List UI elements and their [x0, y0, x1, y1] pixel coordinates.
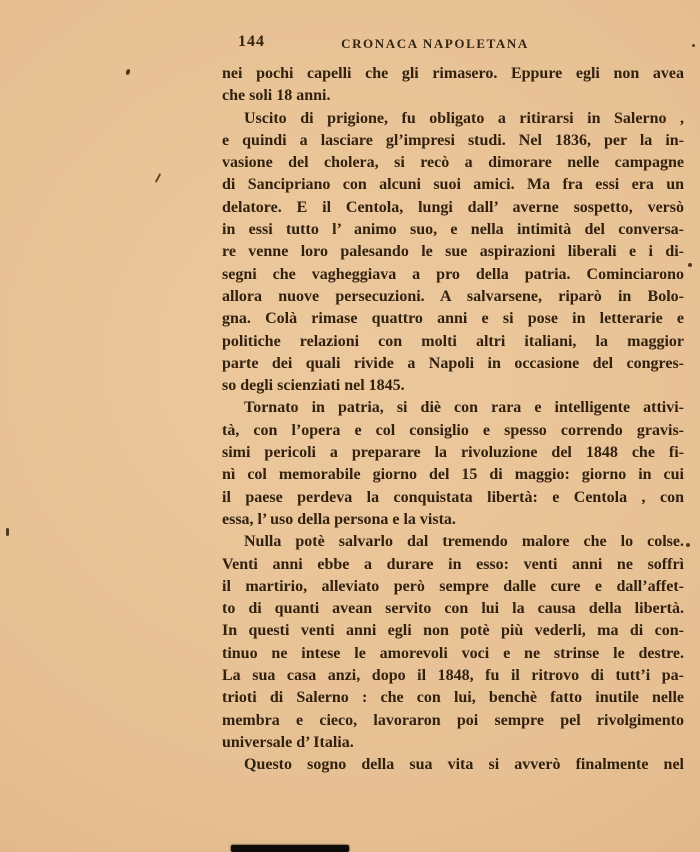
- text-line: membra e cieco, lavoraron poi sempre pel rivolgimento: [222, 711, 684, 729]
- text-line: parte dei quali rivide a Napoli in occasione del congres-: [222, 354, 684, 372]
- text-line: e quindi a lasciare gl’impresi studi. Nel 1836, per la in-: [222, 131, 684, 149]
- text-line: gna. Colà rimase quattro anni e si pose in letterarie e: [222, 310, 684, 328]
- text-line: allora nuove persecuzioni. A salvarsene, riparò in Bolo-: [222, 287, 684, 305]
- text-line: trioti di Salerno : che con lui, benchè fatto inutile nelle: [222, 689, 684, 707]
- text-line: politiche relazioni con molti altri italiani, la maggior: [222, 332, 684, 350]
- text-line: in essi tutto l’ animo suo, e nella intimità del conversa-: [222, 221, 684, 239]
- page-number: 144: [238, 33, 265, 50]
- text-block: [222, 63, 684, 777]
- text-line: essa, l’ uso della persona e la vista.: [222, 510, 456, 528]
- paragraph: [222, 531, 684, 754]
- text-line: vasione del cholera, si recò a dimorare nelle campagne: [222, 154, 684, 172]
- text-line: il martirio, alleviato però sempre dalle cure e dall’affet-: [222, 577, 684, 595]
- scan-speck: [692, 44, 695, 47]
- text-line: che soli 18 anni.: [222, 87, 331, 105]
- text-line: Tornato in patria, si diè con rara e intelligente attivi-: [244, 399, 684, 417]
- paragraph: [222, 754, 684, 776]
- text-line: Uscito di prigione, fu obligato a ritirarsi in Salerno ,: [244, 109, 684, 127]
- running-title: CRONACA NAPOLETANA: [341, 36, 529, 51]
- text-line: Nulla potè salvarlo dal tremendo malore che lo colse.: [244, 533, 684, 551]
- paragraph: [222, 108, 684, 398]
- scan-artifact-bar: [231, 845, 349, 852]
- text-line: Venti anni ebbe a durare in esso: venti anni ne soffrì: [222, 555, 684, 573]
- text-line: re venne loro palesando le sue aspirazioni liberali e i di-: [222, 243, 684, 261]
- text-line: nì col memorabile giorno del 15 di maggio: giorno in cui: [222, 466, 684, 484]
- paragraph: [222, 397, 684, 531]
- scan-speck: [6, 528, 9, 536]
- text-line: nei pochi capelli che gli rimasero. Eppure egli non avea: [222, 65, 684, 82]
- text-line: il paese perdeva la conquistata libertà: e Centola , con: [222, 488, 684, 506]
- text-line: In questi venti anni egli non potè più vederli, ma di con-: [222, 622, 684, 640]
- text-line: segni che vagheggiava a pro della patria. Cominciarono: [222, 265, 684, 283]
- page-header: [222, 33, 684, 55]
- text-line: La sua casa anzi, dopo il 1848, fu il ritrovo di tutt’i pa-: [222, 667, 684, 685]
- text-line: simi pericoli a preparare la rivoluzione del 1848 che fi-: [222, 444, 684, 462]
- text-line: tà, con l’opera e col consiglio e spesso correndo gravis-: [222, 421, 684, 439]
- text-line: universale d’ Italia.: [222, 733, 354, 751]
- text-line: tinuo ne intese le amorevoli voci e ne strinse le destre.: [222, 644, 684, 662]
- scan-speck: [688, 263, 692, 267]
- text-line: di Sancipriano con alcuni suoi amici. Ma fra essi era un: [222, 176, 684, 194]
- text-line: to di quanti avean servito con lui la causa della libertà.: [222, 600, 684, 618]
- paragraph: [222, 63, 684, 108]
- text-line: Questo sogno della sua vita si avverò finalmente nel: [244, 756, 684, 774]
- text-line: so degli scienziati nel 1845.: [222, 377, 405, 395]
- text-line: delatore. E il Centola, lungi dall’ averne sospetto, versò: [222, 198, 684, 216]
- scan-speck: [686, 543, 690, 547]
